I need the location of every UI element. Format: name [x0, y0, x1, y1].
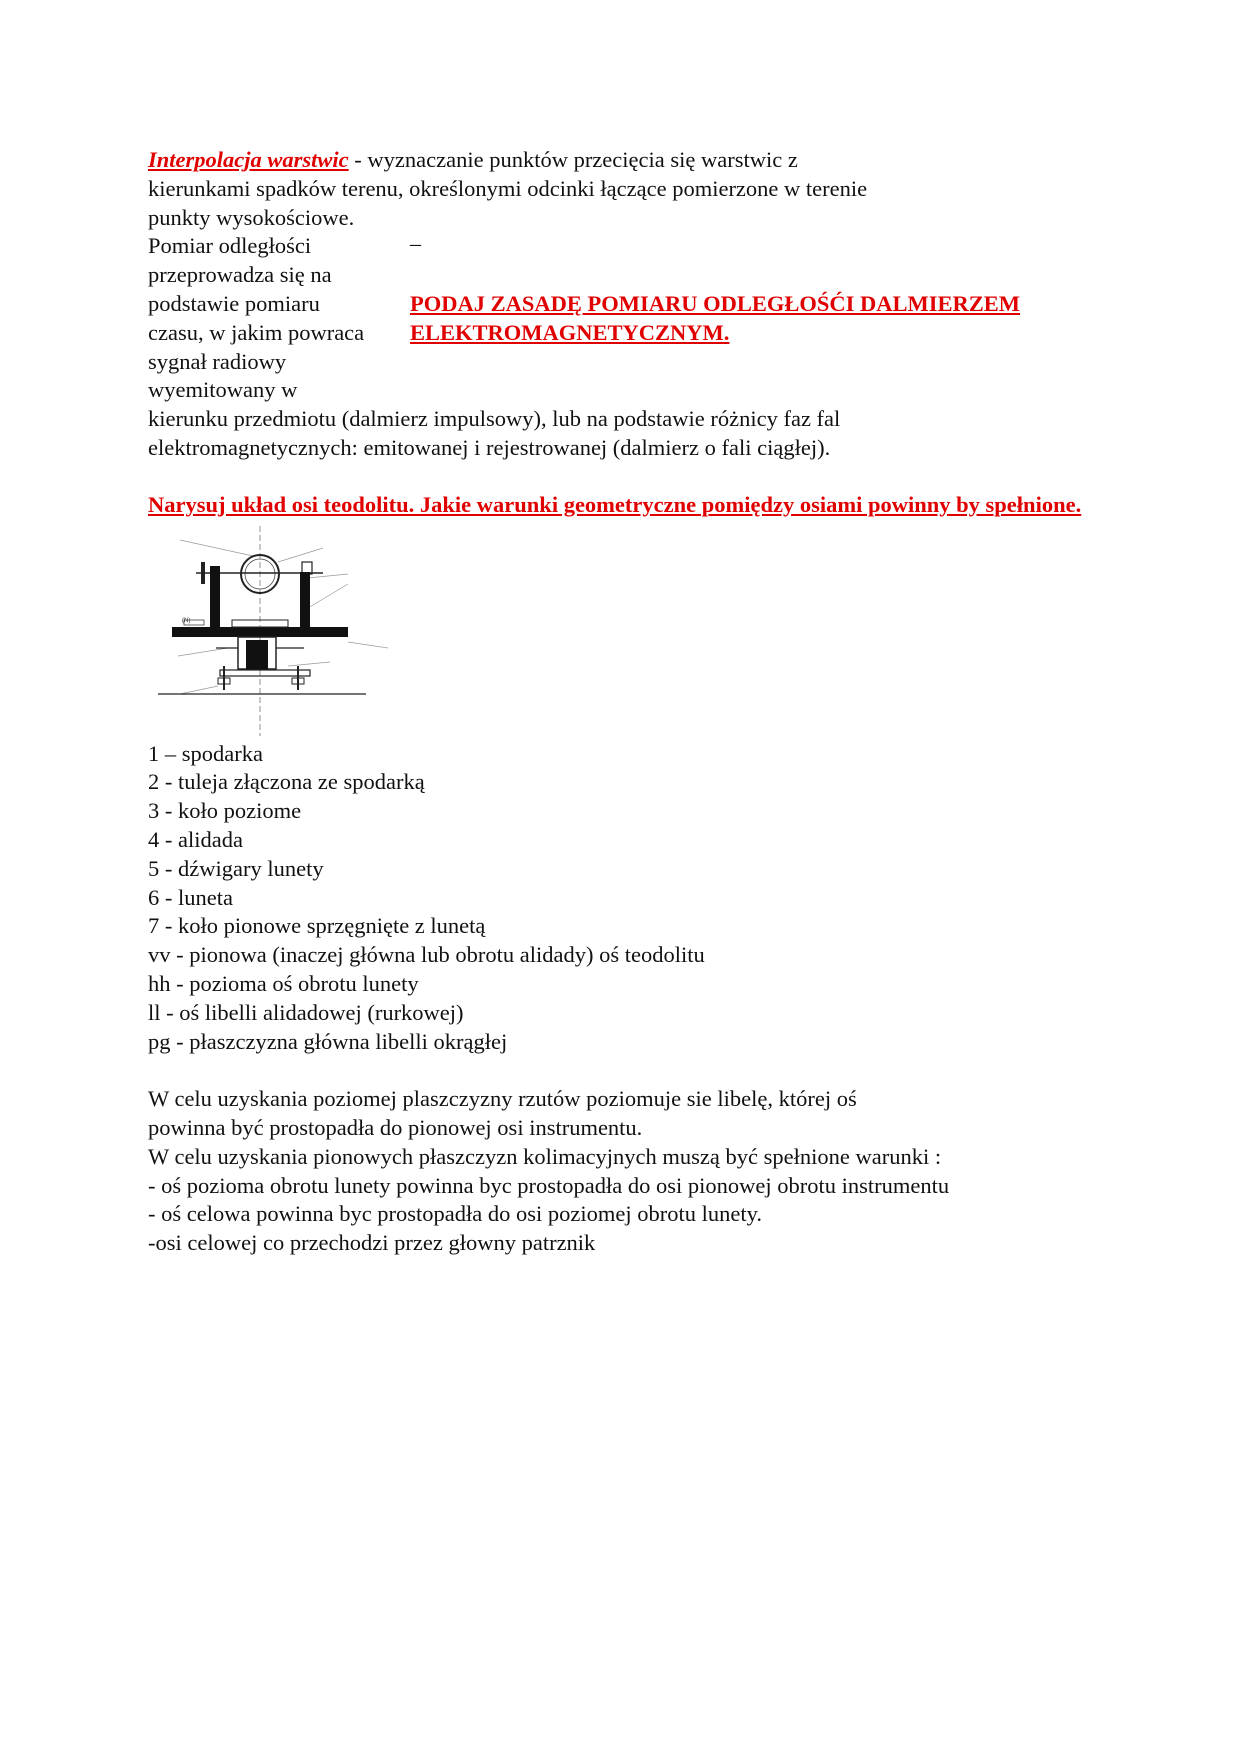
interpolation-line-2: kierunkami spadków terenu, określonymi odcinki łączące pomierzone w terenie [148, 175, 868, 201]
condition-line: - oś pozioma obrotu lunety powinna byc prostopadła do osi pionowej obrotu instrumentu [148, 1172, 950, 1198]
legend-item: ll - oś libelli alidadowej (rurkowej) [148, 999, 464, 1025]
legend-item: 6 - luneta [148, 884, 233, 910]
term-interpolacja: Interpolacja warstwic [148, 147, 349, 172]
legend-item: vv - pionowa (inaczej główna lub obrotu alidady) oś teodolitu [148, 942, 705, 968]
legend-item: 3 - koło poziome [148, 798, 302, 824]
dash-mark: _ [410, 223, 421, 249]
interpolation-definition: Interpolacja warstwic - wyznaczanie punktów przecięcia się warstwic z [148, 147, 798, 172]
legend-item: 2 - tuleja złączona ze spodarką [148, 769, 425, 795]
distance-left-column: Pomiar odległości przeprowadza się na podstawie pomiaru czasu, w jakim powraca sygnał radiowy wyemitowany w [148, 233, 365, 403]
distance-cont-line-1: kierunku przedmiotu (dalmierz impulsowy), lub na podstawie różnicy faz fal [148, 406, 841, 432]
legend-item: 1 – spodarka [148, 740, 263, 766]
legend-item: 7 - koło pionowe sprzęgnięte z lunetą [148, 913, 486, 939]
document-body [148, 146, 1088, 1258]
distance-question-line-1: PODAJ ZASADĘ POMIARU ODLEGŁOŚĆI DALMIERZEM [410, 290, 1021, 316]
theodolite-axes-diagram [158, 526, 428, 736]
condition-line: - oś celowa powinna byc prostopadła do osi poziomej obrotu lunety. [148, 1201, 763, 1227]
geometric-conditions [148, 1085, 1088, 1258]
condition-line: W celu uzyskania pionowych płaszczyzn kolimacyjnych muszą być spełnione warunki : [148, 1143, 942, 1169]
legend-item: 4 - alidada [148, 826, 243, 852]
distance-section [148, 223, 1088, 405]
legend-item: hh - pozioma oś obrotu lunety [148, 970, 419, 996]
svg-text:(N): (N) [182, 617, 191, 624]
theodolite-question: Narysuj układ osi teodolitu. Jakie warunki geometryczne pomiędzy osiami powinny by spełnione. [148, 491, 1082, 517]
distance-question-line-2: ELEKTROMAGNETYCZNYM. [410, 319, 730, 345]
condition-line: -osi celowej co przechodzi przez głowny patrznik [148, 1230, 596, 1256]
distance-cont-line-2: elektromagnetycznych: emitowanej i rejestrowanej (dalmierz o fali ciągłej). [148, 434, 831, 460]
legend-list [148, 740, 1088, 1057]
interpolation-line-3: punkty wysokościowe. [148, 204, 355, 230]
condition-line: W celu uzyskania poziomej plaszczyzny rzutów poziomuje sie libelę, której oś [148, 1086, 857, 1112]
legend-item: pg - płaszczyzna główna libelli okrągłej [148, 1028, 508, 1054]
distance-question-column [410, 223, 1088, 405]
condition-line: powinna być prostopadła do pionowej osi instrumentu. [148, 1114, 643, 1140]
legend-item: 5 - dźwigary lunety [148, 855, 324, 881]
